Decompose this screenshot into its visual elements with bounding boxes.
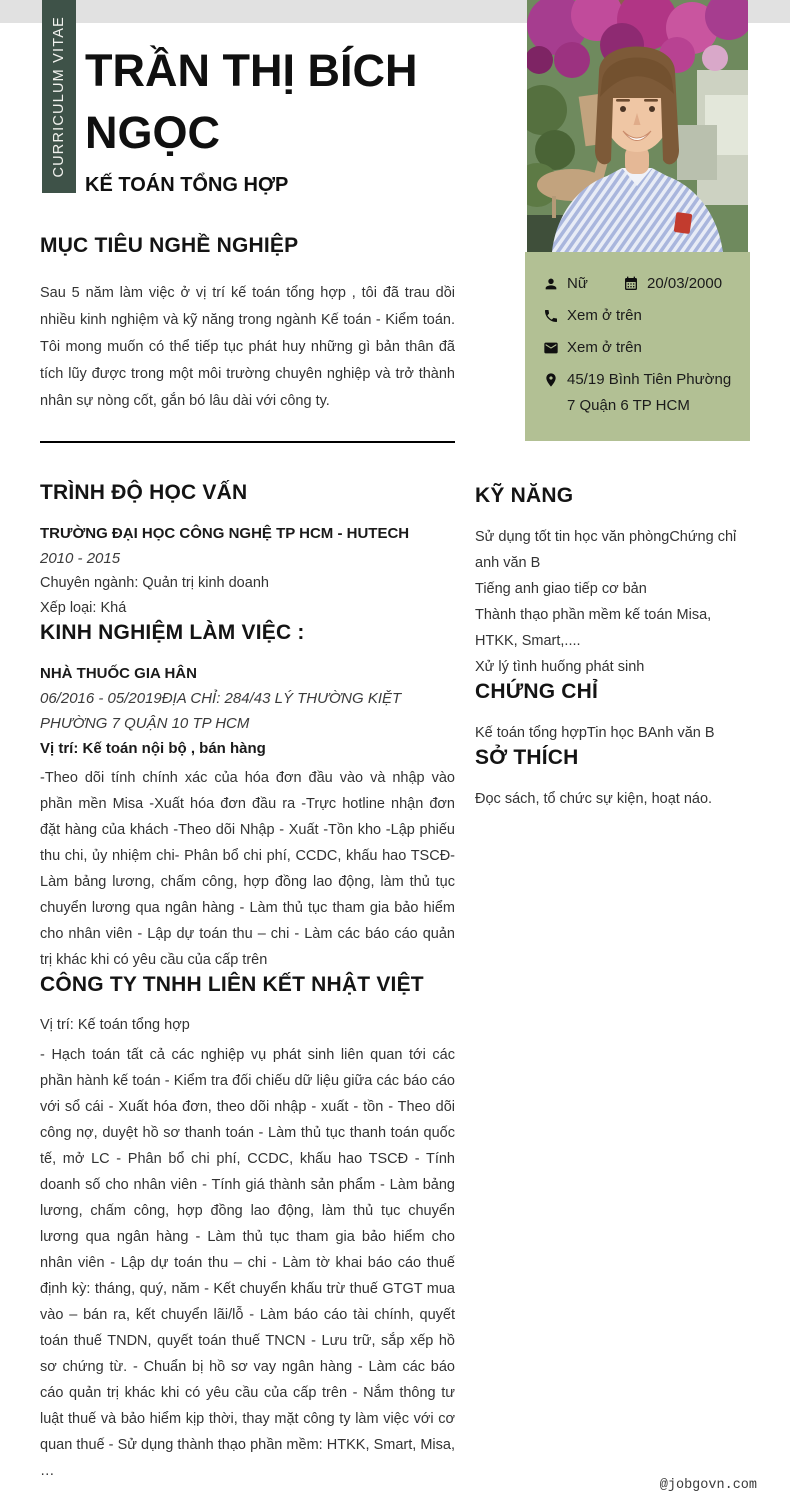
gender-dob-row bbox=[543, 271, 738, 297]
objective-heading: MỤC TIÊU NGHỀ NGHIỆP bbox=[40, 234, 299, 257]
profile-photo-illustration bbox=[527, 0, 748, 252]
job-details: - Hạch toán tất cả các nghiệp vụ phát sinh liên quan tới các phần hành kế toán - Kiểm tra đối chiếu dữ liệu giữa các báo cáo với sổ cái - Xuất hóa đơn, theo dõi nhập - xuất - tồn - Theo dõi công nợ, duyệt hồ sơ thanh toán - Làm thủ tục thanh toán quốc tế, mở LC - Phân bổ chi phí, CCDC, khấu hao TSCĐ - Tính doanh số cho nhân viên - Tính giá thành sản phẩm - Làm bảng lương, chấm công, hợp đồng lao động, làm thủ tục chuyển lương qua ngân hàng - Làm thủ tục tham gia bảo hiểm cho nhân viên - Lập dự toán thu – chi - Làm tờ khai báo cáo thuế định kỳ: tháng, quý, năm - Kết chuyển khấu trừ thuế GTGT mua vào – bán ra, kết chuyển lãi/lỗ - Làm báo cáo tài chính, quyết toán thuế TNDN, quyết toán thuế TNCN - Lưu trữ, sắp xếp hồ sơ chứng từ. - Chuẩn bị hồ sơ vay ngân hàng - Làm các báo cáo quản trị khác khi có yêu cầu của cấp trên - Nắm thông tư luật thuế và bảo hiểm kịp thời, thay mặt công ty làm việc với cơ quan thuế - Sử dụng thành thạo phần mềm: HTKK, Smart, Misa, … bbox=[40, 1047, 455, 1479]
phone-icon bbox=[543, 308, 559, 324]
dob-value: 20/03/2000 bbox=[647, 275, 723, 292]
site-watermark: @jobgovn.com bbox=[659, 1478, 757, 1493]
address-row bbox=[543, 367, 738, 419]
job-position: Vị trí: Kế toán nội bộ , bán hàng bbox=[40, 740, 266, 757]
skill-item: Xử lý tình huống phát sinh bbox=[475, 659, 645, 675]
phone-row bbox=[543, 303, 738, 329]
education-grade: Xếp loại: Khá bbox=[40, 600, 127, 616]
experience-job-2 bbox=[40, 973, 455, 1484]
location-pin-icon bbox=[543, 372, 559, 388]
address-value: 45/19 Bình Tiên Phường 7 Quận 6 TP HCM bbox=[567, 371, 732, 414]
email-value: Xem ở trên bbox=[567, 339, 642, 356]
job-details: -Theo dõi tính chính xác của hóa đơn đầu vào và nhập vào phần mền Misa -Xuất hóa đơn đầu ra -Trực hotline nhận đơn đặt hàng của khách -Theo dõi Nhập - Xuất -Tồn kho -Lập phiếu thu chi, ủy nhiệm chi- Phân bổ chi phí, CCDC, khấu hao TSCĐ- Làm bảng lương, chấm công, hợp đồng lao động, làm thủ tục chuyển lương qua ngân hàng - Làm thủ tục tham gia bảo hiểm cho nhân viên - Lập dự toán thu – chi - Làm các báo cáo quản trị khác khi có yêu cầu của cấp trên bbox=[40, 770, 455, 968]
job-period-address: 06/2016 - 05/2019ĐỊA CHỈ: 284/43 LÝ THƯỜNG KIỆT PHƯỜNG 7 QUẬN 10 TP HCM bbox=[40, 690, 402, 732]
experience-job-1 bbox=[40, 661, 455, 973]
certificates-text: Kế toán tổng hợpTin học BAnh văn B bbox=[475, 725, 715, 741]
hobbies-heading: SỞ THÍCH bbox=[475, 746, 579, 769]
curriculum-vitae-ribbon bbox=[42, 0, 76, 193]
job-company: NHÀ THUỐC GIA HÂN bbox=[40, 665, 197, 682]
objective-text: Sau 5 năm làm việc ở vị trí kế toán tổng hợp , tôi đã trau dồi nhiều kinh nghiệm và kỹ năng trong ngành Kế toán - Kiểm toán. Tôi mong muốn có thể tiếp tục phát huy những gì bản thân đã tích lũy được trong một môi trường chuyên nghiệp và trở thành nhân sự nòng cốt, gắn bó lâu dài với công ty. bbox=[40, 285, 455, 409]
education-years: 2010 - 2015 bbox=[40, 550, 121, 567]
calendar-icon bbox=[623, 276, 639, 292]
email-icon bbox=[543, 340, 559, 356]
header-block bbox=[85, 40, 515, 197]
candidate-job-title: KẾ TOÁN TỔNG HỢP bbox=[85, 174, 289, 196]
ribbon-label: CURRICULUM VITAE bbox=[51, 15, 67, 178]
gender-value: Nữ bbox=[567, 275, 588, 292]
left-column bbox=[40, 234, 455, 1484]
education-major: Chuyên ngành: Quản trị kinh doanh bbox=[40, 575, 269, 591]
candidate-name: TRẦN THỊ BÍCH NGỌC bbox=[85, 45, 418, 158]
skill-item: Thành thạo phần mềm kế toán Misa, HTKK, Smart,.... bbox=[475, 607, 712, 649]
education-heading: TRÌNH ĐỘ HỌC VẤN bbox=[40, 481, 248, 504]
job-position: Vị trí: Kế toán tổng hợp bbox=[40, 1017, 190, 1033]
certificates-heading: CHỨNG CHỈ bbox=[475, 680, 599, 703]
education-school: TRƯỜNG ĐẠI HỌC CÔNG NGHỆ TP HCM - HUTECH bbox=[40, 525, 410, 542]
skill-item: Tiếng anh giao tiếp cơ bản bbox=[475, 581, 647, 597]
skills-heading: KỸ NĂNG bbox=[475, 484, 574, 507]
right-column bbox=[475, 484, 756, 812]
skill-item: Sử dụng tốt tin học văn phòngChứng chỉ anh văn B bbox=[475, 529, 737, 571]
contact-info-panel bbox=[525, 252, 750, 441]
hobbies-text: Đọc sách, tổ chức sự kiện, hoạt náo. bbox=[475, 791, 713, 807]
phone-value: Xem ở trên bbox=[567, 307, 642, 324]
profile-photo bbox=[527, 0, 748, 252]
person-icon bbox=[543, 276, 559, 292]
job-company-heading: CÔNG TY TNHH LIÊN KẾT NHẬT VIỆT bbox=[40, 973, 424, 996]
email-row bbox=[543, 335, 738, 361]
experience-heading: KINH NGHIỆM LÀM VIỆC : bbox=[40, 621, 305, 644]
section-divider bbox=[40, 441, 455, 443]
